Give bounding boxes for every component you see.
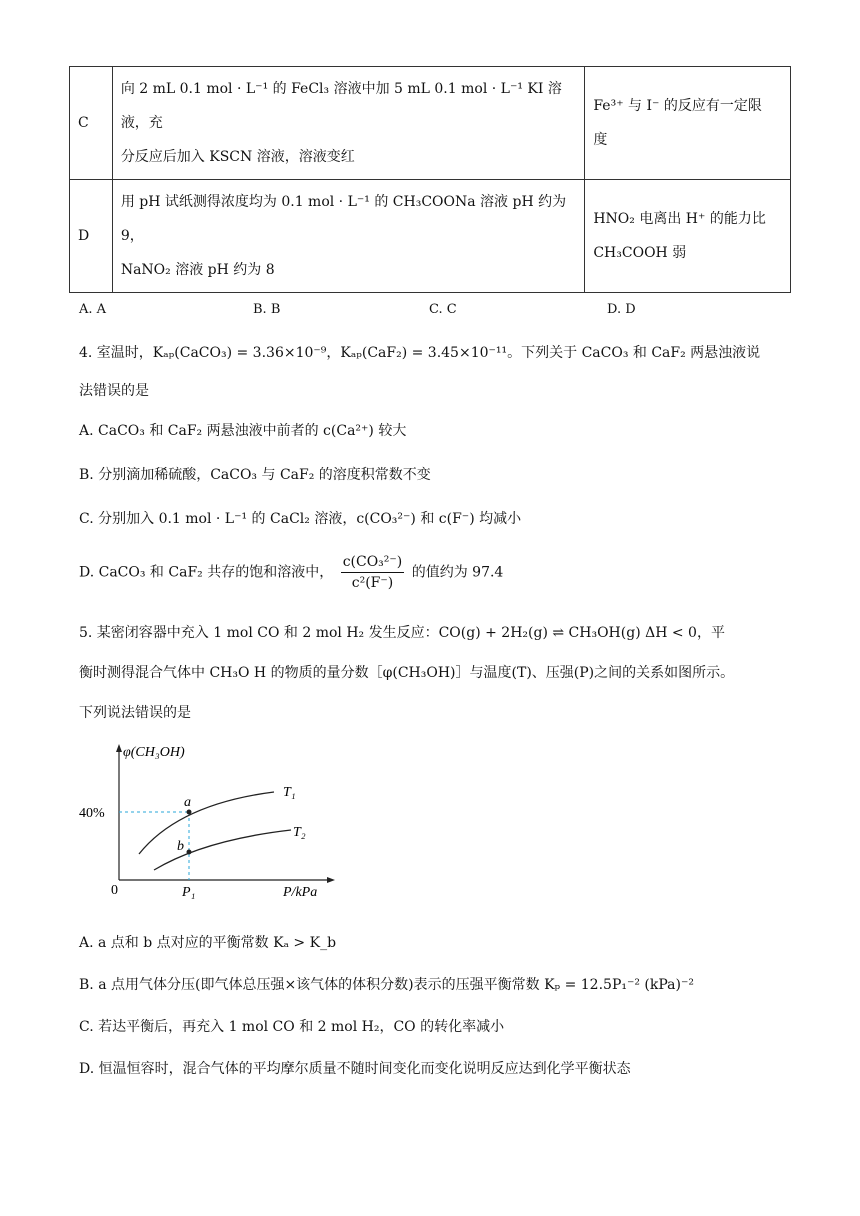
q5-stem-2: 衡时测得混合气体中 CH₃O H 的物质的量分数［φ(CH₃OH)］与温度(T)、压强(P)之间的关系如图所示。 xyxy=(79,665,735,681)
equilibrium-graph xyxy=(69,742,349,907)
curve-t2-label: T₂ xyxy=(293,825,306,840)
row-c-text-2: 分反应后加入 KSCN 溶液，溶液变红 xyxy=(120,149,355,165)
q3-choice-d: D. D xyxy=(607,302,636,317)
point-b-marker xyxy=(187,850,192,855)
q3-choice-c: C. C xyxy=(429,302,457,317)
q4-option-a: A. CaCO₃ 和 CaF₂ 两悬浊液中前者的 c(Ca²⁺) 较大 xyxy=(79,423,407,439)
row-d-experiment xyxy=(112,180,585,293)
row-c-text-1: 向 2 mL 0.1 mol · L⁻¹ 的 FeCl₃ 溶液中加 5 mL 0.1 mol · L⁻¹ KI 溶液，充 xyxy=(120,81,562,131)
q4-option-b: B. 分别滴加稀硫酸，CaCO₃ 与 CaF₂ 的溶度积常数不变 xyxy=(79,467,431,483)
origin-label: 0 xyxy=(111,883,118,898)
row-d-concl-2: CH₃COOH 弱 xyxy=(593,245,687,261)
q4-stem-1: 4. 室温时，Kₐₚ(CaCO₃) = 3.36×10⁻⁹，Kₐₚ(CaF₂) = 3.45×10⁻¹¹。下列关于 CaCO₃ 和 CaF₂ 两悬浊液说 xyxy=(79,345,761,361)
y-axis-label: φ(CH₃OH) xyxy=(123,745,185,760)
q5-option-a: A. a 点和 b 点对应的平衡常数 Kₐ > K_b xyxy=(79,935,337,951)
q5-stem-3: 下列说法错误的是 xyxy=(79,705,191,721)
row-c-concl-2: 度 xyxy=(593,132,608,148)
fraction-numerator: c(CO₃²⁻) xyxy=(341,552,405,573)
q3-choice-b: B. B xyxy=(253,302,281,317)
table-row-d xyxy=(70,180,791,293)
curve-t1 xyxy=(139,792,274,854)
row-d-text-1: 用 pH 试纸测得浓度均为 0.1 mol · L⁻¹ 的 CH₃COONa 溶液 pH 约为 9， xyxy=(120,194,567,244)
y-axis-arrow xyxy=(116,744,122,752)
row-c-experiment xyxy=(112,67,585,180)
row-c-label: C xyxy=(70,67,113,180)
q4-option-d-pre: D. CaCO₃ 和 CaF₂ 共存的饱和溶液中， xyxy=(79,564,334,581)
row-c-concl-1: Fe³⁺ 与 I⁻ 的反应有一定限 xyxy=(593,98,762,114)
row-d-label: D xyxy=(70,180,113,293)
q3-choice-a: A. A xyxy=(79,302,107,317)
q4-option-d-fraction xyxy=(341,552,405,593)
point-a-label: a xyxy=(184,795,191,810)
point-a-marker xyxy=(187,810,192,815)
row-d-text-2: NaNO₂ 溶液 pH 约为 8 xyxy=(120,262,275,278)
q5-option-d: D. 恒温恒容时，混合气体的平均摩尔质量不随时间变化而变化说明反应达到化学平衡状态 xyxy=(79,1061,631,1077)
table-row-c xyxy=(70,67,791,180)
q5-option-c: C. 若达平衡后，再充入 1 mol CO 和 2 mol H₂，CO 的转化率减小 xyxy=(79,1019,505,1035)
x-tick-p1: P₁ xyxy=(182,885,196,900)
q3-option-table xyxy=(69,66,791,293)
q4-stem-2: 法错误的是 xyxy=(79,383,149,399)
y-tick-40: 40% xyxy=(79,806,105,821)
q4-option-d xyxy=(79,552,503,593)
row-d-concl-1: HNO₂ 电离出 H⁺ 的能力比 xyxy=(593,211,766,227)
fraction-denominator: c²(F⁻) xyxy=(351,575,394,591)
curve-t2 xyxy=(154,830,291,870)
q5-stem-1: 5. 某密闭容器中充入 1 mol CO 和 2 mol H₂ 发生反应：CO(g) + 2H₂(g) ⇌ CH₃OH(g) ΔH < 0，平 xyxy=(79,625,725,641)
q4-option-d-post: 的值约为 97.4 xyxy=(411,564,504,581)
row-d-conclusion xyxy=(585,180,791,293)
row-c-conclusion xyxy=(585,67,791,180)
q5-option-b: B. a 点用气体分压(即气体总压强×该气体的体积分数)表示的压强平衡常数 Kₚ = 12.5P₁⁻² (kPa)⁻² xyxy=(79,977,694,993)
point-b-label: b xyxy=(177,839,184,854)
x-axis-label: P/kPa xyxy=(283,885,318,900)
x-axis-arrow xyxy=(327,877,335,883)
q4-option-c: C. 分别加入 0.1 mol · L⁻¹ 的 CaCl₂ 溶液，c(CO₃²⁻) 和 c(F⁻) 均减小 xyxy=(79,511,522,527)
curve-t1-label: T₁ xyxy=(283,785,296,800)
